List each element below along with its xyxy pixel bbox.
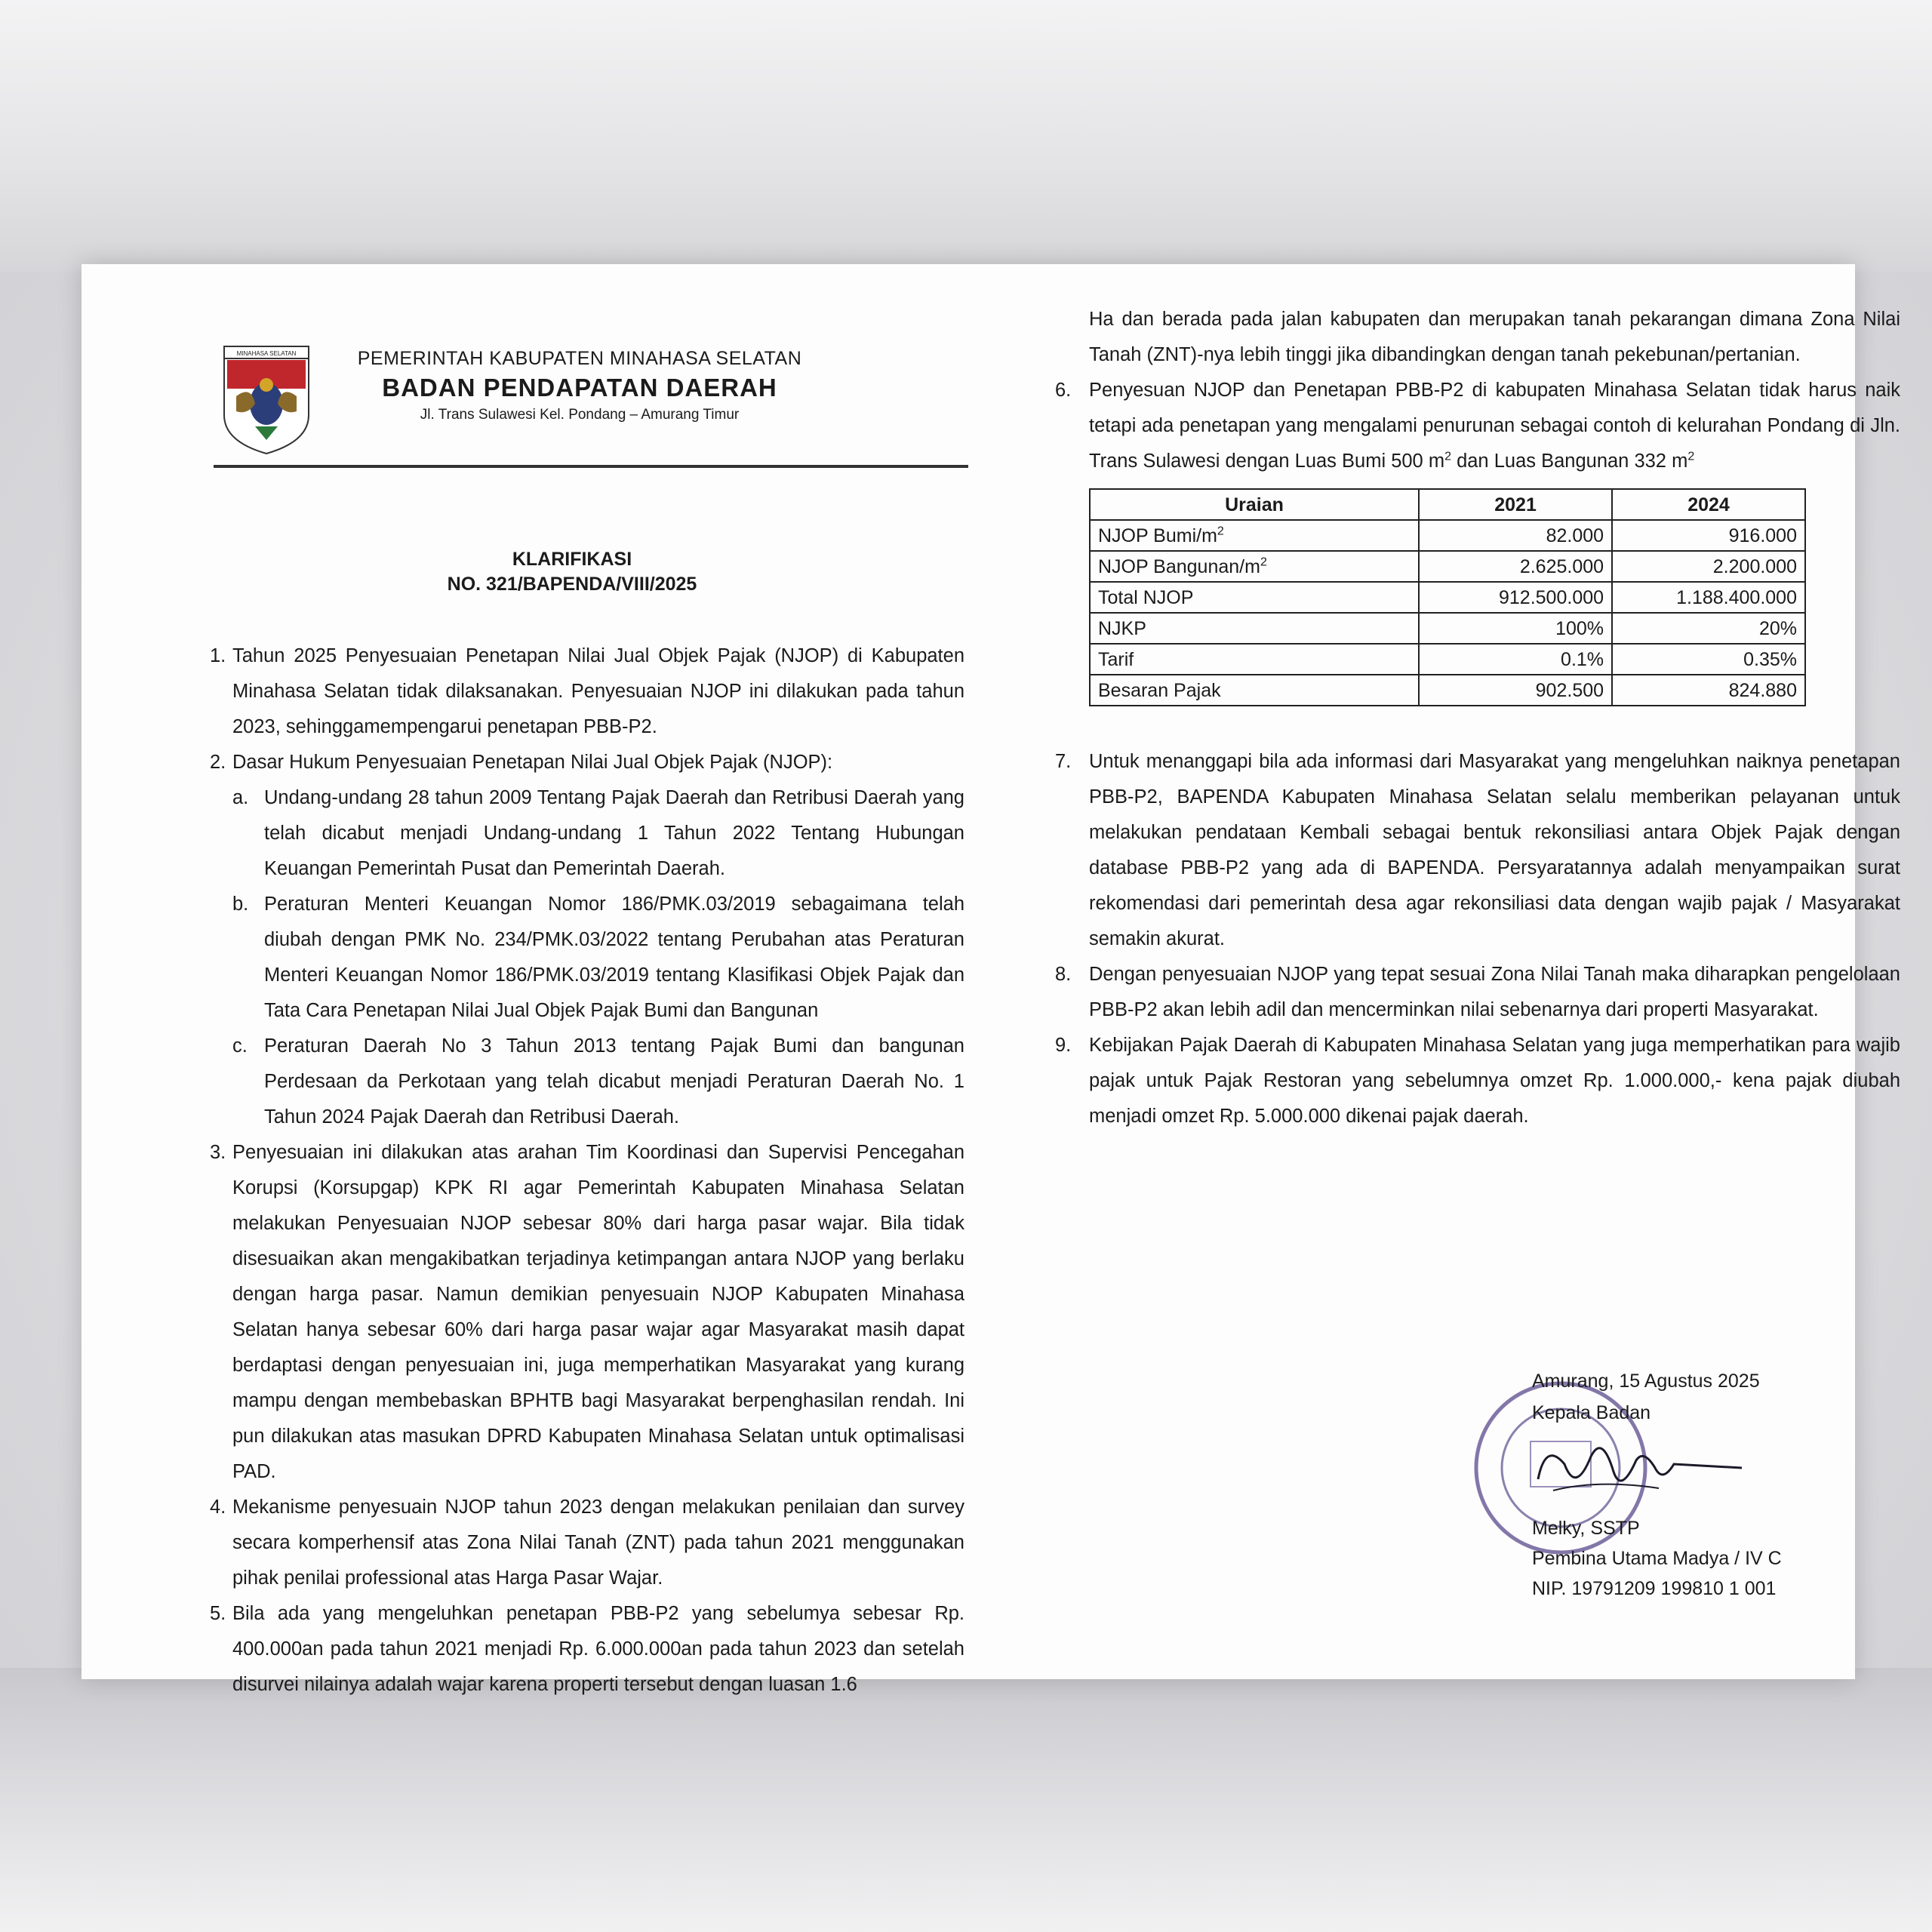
signatory-name: Melky, SSTP: [1532, 1518, 1640, 1539]
list-item: [1055, 957, 1900, 1028]
document-title: KLARIFIKASI: [512, 549, 632, 570]
agency-name: BADAN PENDAPATAN DAERAH: [382, 374, 777, 401]
item-text: Penyesuaian ini dilakukan atas arahan Tim Koordinasi dan Supervisi Pencegahan Korupsi (Korsupgap) KPK RI agar Pemerintah Kabupaten Minahasa Selatan melakukan Penyesuaian NJOP sebesar 80% dari harga pasar wajar. Bila tidak disesuaikan akan mengakibatkan terjadinya ketimpangan antara NJOP yang berlaku dengan harga pasar. Namun demikian penyesuain NJOP Kabupaten Minahasa Selatan hanya sebesar 60% dari harga pasar wajar agar Masyarakat masih dapat berdaptasi dengan penyesuaian ini, juga memperhatikan Masyarakat yang kurang mampu dengan membebaskan BPHTB bagi Masyarakat berpenghasilan rendah. Ini pun dilakukan atas masukan DPRD Kabupaten Minahasa Selatan untuk optimalisasi PAD.: [232, 1142, 964, 1482]
letterhead: [165, 302, 964, 472]
letterhead-divider: [214, 465, 968, 468]
column-header: Uraian: [1090, 489, 1419, 520]
place-and-date: Amurang, 15 Agustus 2025: [1532, 1371, 1760, 1392]
background-blur-bottom: [0, 1668, 1932, 1932]
item-number: 8.: [1055, 964, 1072, 985]
item-number: 3.: [210, 1142, 226, 1163]
sub-item-letter: c.: [232, 1035, 248, 1057]
legal-basis-list: [232, 780, 964, 1135]
table-row: [1090, 551, 1805, 582]
letterhead-text: [353, 346, 806, 426]
item-text: Penyesuan NJOP dan Penetapan PBB-P2 di kabupaten Minahasa Selatan tidak harus naik tetapi ada penetapan yang mengalami penurunan sebagai contoh di kelurahan Pondang di Jln. Trans Sulawesi dengan Luas Bumi 500 m: [1089, 380, 1900, 472]
value-2021: 902.500: [1419, 675, 1612, 706]
sub-item-text: Undang-undang 28 tahun 2009 Tentang Pajak Daerah dan Retribusi Daerah yang telah dicabut menjadi Undang-undang 1 Tahun 2022 Tentang Hubungan Keuangan Pemerintah Pusat dan Pemerintah Daerah.: [264, 787, 964, 879]
value-2021: 0.1%: [1419, 644, 1612, 675]
table-row: [1090, 613, 1805, 644]
table-row: [1090, 582, 1805, 613]
superscript: 2: [1687, 450, 1695, 463]
handwritten-signature-icon: [1531, 1426, 1757, 1517]
value-2021: 912.500.000: [1419, 582, 1612, 613]
row-label: Tarif: [1090, 644, 1419, 675]
list-item: [165, 1135, 964, 1490]
sub-list-item: [232, 780, 964, 887]
item-number: 6.: [1055, 380, 1072, 401]
list-item: [165, 638, 964, 745]
list-item: [165, 1490, 964, 1596]
item-text: Mekanisme penyesuain NJOP tahun 2023 dengan melakukan penilaian dan survey secara komperhensif atas Zona Nilai Tanah (ZNT) pada tahun 2021 menggunakan pihak penilai professional atas Harga Pasar Wajar.: [232, 1497, 964, 1589]
item-number: 1.: [210, 645, 226, 666]
table-row: [1090, 644, 1805, 675]
item-text: Kebijakan Pajak Daerah di Kabupaten Minahasa Selatan yang juga memperhatikan para wajib pajak untuk Pajak Restoran yang sebelumnya omzet Rp. 1.000.000,- kena pajak diubah menjadi omzet Rp. 5.000.000 dikenai pajak daerah.: [1089, 1035, 1900, 1127]
item-number: 4.: [210, 1497, 226, 1518]
logo-banner-text: MINAHASA SELATAN: [236, 350, 297, 357]
item-number: 2.: [210, 752, 226, 773]
right-column: [1055, 302, 1900, 1134]
item-text: Untuk menanggapi bila ada informasi dari Masyarakat yang mengeluhkan naiknya penetapan PBB-P2, BAPENDA Kabupaten Minahasa Selatan selalu memberikan pelayanan untuk melakukan pendataan Kembali sebagai bentuk rekonsiliasi antara Objek Pajak dengan database PBB-P2 yang ada di BAPENDA. Persyaratannya adalah menyampaikan surat rekomendasi dari pemerintah desa agar rekonsiliasi data dengan wajib pajak / Masyarakat semakin akurat.: [1089, 751, 1900, 949]
value-2021: 2.625.000: [1419, 551, 1612, 582]
item-text-continued: dan Luas Bangunan 332 m: [1451, 451, 1688, 472]
row-label: Total NJOP: [1090, 582, 1419, 613]
list-item: [165, 745, 964, 1135]
regency-logo-icon: [221, 343, 312, 457]
row-label: NJOP Bangunan/$m^2$: [1090, 551, 1419, 582]
column-header: 2021: [1419, 489, 1612, 520]
superscript: 2: [1444, 450, 1451, 463]
background-blur-top: [0, 0, 1932, 272]
njop-comparison-table: [1089, 488, 1806, 706]
value-2024: 1.188.400.000: [1612, 582, 1805, 613]
table-row: [1090, 675, 1805, 706]
table-row: [1090, 520, 1805, 551]
column-header: 2024: [1612, 489, 1805, 520]
letter-page: [82, 264, 1900, 1695]
value-2024: 20%: [1612, 613, 1805, 644]
agency-address: Jl. Trans Sulawesi Kel. Pondang – Amurang Timur: [420, 407, 740, 423]
sub-item-letter: a.: [232, 787, 249, 808]
value-2021: 82.000: [1419, 520, 1612, 551]
government-name: PEMERINTAH KABUPATEN MINAHASA SELATAN: [357, 348, 802, 369]
left-column: [165, 302, 964, 1703]
value-2024: 2.200.000: [1612, 551, 1805, 582]
item-5-continuation: Ha dan berada pada jalan kabupaten dan merupakan tanah pekarangan dimana Zona Nilai Tanah (ZNT)-nya lebih tinggi jika dibandingkan dengan tanah pekebunan/pertanian.: [1089, 309, 1900, 365]
value-2024: 0.35%: [1612, 644, 1805, 675]
document-title-block: [180, 547, 964, 597]
row-label: NJKP: [1090, 613, 1419, 644]
item-text: Dasar Hukum Penyesuaian Penetapan Nilai Jual Objek Pajak (NJOP):: [232, 752, 833, 773]
item-text: Dengan penyesuaian NJOP yang tepat sesuai Zona Nilai Tanah maka diharapkan pengelolaan PBB-P2 akan lebih adil dan mencerminkan nilai sebenarnya dari properti Masyarakat.: [1089, 964, 1900, 1020]
item-number: 7.: [1055, 751, 1072, 772]
sub-item-letter: b.: [232, 894, 249, 915]
signatory-position: Kepala Badan: [1532, 1402, 1651, 1423]
sub-item-text: Peraturan Daerah No 3 Tahun 2013 tentang Pajak Bumi dan bangunan Perdesaan da Perkotaan yang telah dicabut menjadi Peraturan Daerah No. 1 Tahun 2024 Pajak Daerah dan Retribusi Daerah.: [264, 1035, 964, 1128]
list-item: [1055, 1028, 1900, 1134]
signatory-nip: NIP. 19791209 199810 1 001: [1532, 1578, 1777, 1599]
sub-list-item: [232, 1029, 964, 1135]
value-2024: 916.000: [1612, 520, 1805, 551]
sub-list-item: [232, 887, 964, 1029]
item-number: 5.: [210, 1603, 226, 1624]
list-item: [165, 1596, 964, 1703]
value-2021: 100%: [1419, 613, 1612, 644]
item-text: Bila ada yang mengeluhkan penetapan PBB-P2 yang sebelumya sebesar Rp. 400.000an pada tahun 2021 menjadi Rp. 6.000.000an pada tahun 2023 dan setelah disurvei nilainya adalah wajar karena properti tersebut dengan luasan 1.6: [232, 1603, 964, 1695]
document-number: NO. 321/BAPENDA/VIII/2025: [447, 574, 697, 595]
row-label: Besaran Pajak: [1090, 675, 1419, 706]
sub-item-text: Peraturan Menteri Keuangan Nomor 186/PMK.03/2019 sebagaimana telah diubah dengan PMK No. 234/PMK.03/2022 tentang Perubahan atas Peraturan Menteri Keuangan Nomor 186/PMK.03/2019 tentang Klasifikasi Objek Pajak dan Tata Cara Penetapan Nilai Jual Objek Pajak Bumi dan Bangunan: [264, 894, 964, 1021]
clarification-list: [165, 638, 964, 1703]
item-text: Tahun 2025 Penyesuaian Penetapan Nilai Jual Objek Pajak (NJOP) di Kabupaten Minahasa Selatan tidak dilaksanakan. Penyesuaian NJOP ini dilakukan pada tahun 2023, sehinggamempengarui penetapan PBB-P2.: [232, 645, 964, 737]
row-label: NJOP Bumi/$m^2$: [1090, 520, 1419, 551]
item-number: 9.: [1055, 1035, 1072, 1056]
list-item: [1055, 744, 1900, 957]
table-header-row: [1090, 489, 1805, 520]
list-item: [1055, 373, 1900, 479]
value-2024: 824.880: [1612, 675, 1805, 706]
signature-block: [1470, 1366, 1847, 1660]
signatory-rank: Pembina Utama Madya / IV C: [1532, 1548, 1782, 1569]
